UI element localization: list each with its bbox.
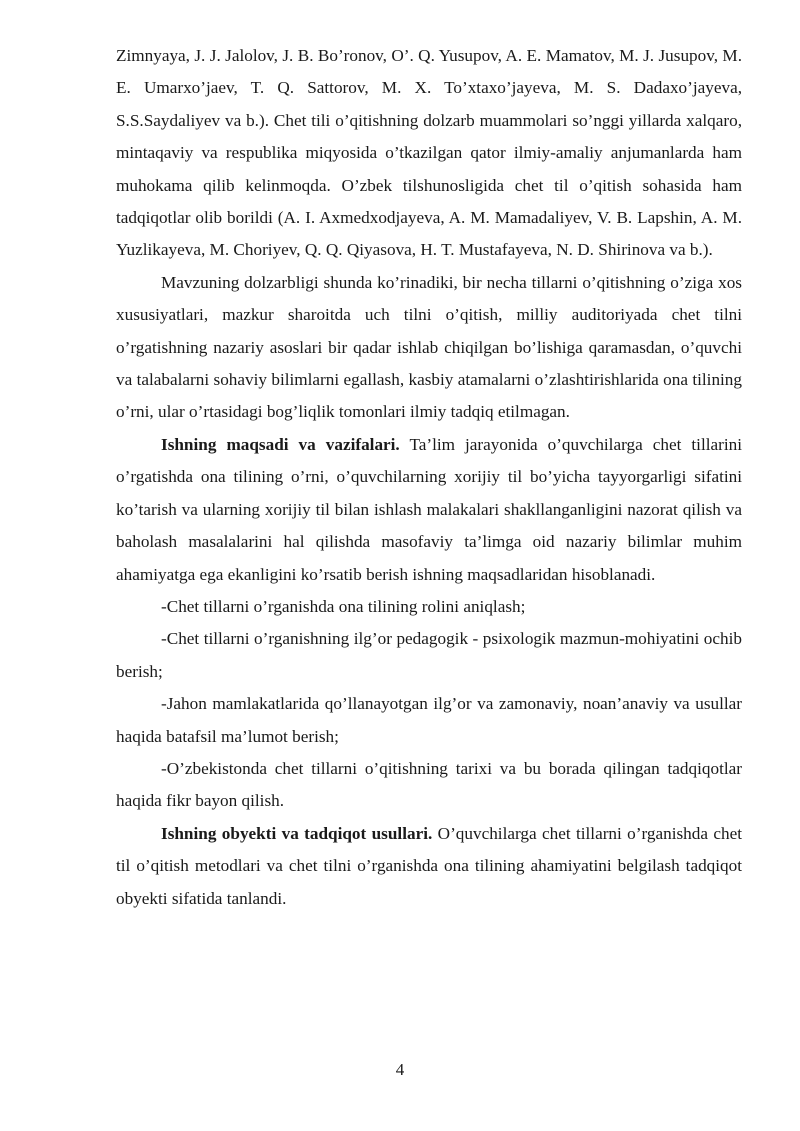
paragraph-goals [116, 429, 742, 591]
list-item-task-2 [116, 623, 742, 688]
list-item-task-1 [116, 591, 742, 623]
paragraph-text: -Chet tillarni o’rganishda ona tilining rolini aniqlash; [161, 596, 526, 616]
paragraph-object-methods [116, 818, 742, 915]
page-number: 4 [395, 1060, 405, 1079]
paragraph-text: -O’zbekistonda chet tillarni o’qitishning tarixi va bu borada qilingan tadqiqotlar haqida fikr bayon qilish. [116, 758, 742, 811]
paragraph-text: -Chet tillarni o’rganishning ilg’or pedagogik - psixologik mazmun-mohiyatini ochib berish; [116, 629, 742, 681]
paragraph-text: Mavzuning dolzarbligi shunda ko’rinadiki, bir necha tillarni o’qitishning o’ziga xos xususiyatlari, mazkur sharoitda uch tilni o’qitish, milliy auditoriyada chet tilni o’rgatishning nazariy asoslari bir qadar ishlab chiqilgan bo’lishiga qaramasdan, o’quvchi va talabalarni sohaviy bilimlarni egallash, kasbiy atamalarni o’zlashtirishlarida ona tilining o’rni, ular o’rtasidagi bog’liqlik tomonlari ilmiy tadqiq etilmagan. [116, 272, 742, 422]
paragraph-references-continued [116, 40, 742, 267]
paragraph-relevance [116, 267, 742, 429]
paragraph-text: O’quvchilarga chet tillarni o’rganishda chet til o’qitish metodlari va chet tilni o’rganishda ona tilining ahamiyatini belgilash tadqiqot obyekti sifatida tanlandi. [116, 823, 743, 908]
section-heading-goals: Ishning maqsadi va vazifalari. [161, 434, 400, 454]
document-body [116, 40, 742, 915]
list-item-task-4 [116, 753, 742, 818]
paragraph-text: Ta’lim jarayonida o’quvchilarga chet tillarini o’rgatishda ona tilining o’rni, o’quvchilarning xorijiy til bo’yicha tayyorgarligi sifatini ko’tarish va ularning xorijiy til bilan ishlash malakalari shakllanganligini nazorat qilish va baholash masalalarini hal qilishda masofaviy ta’limga oid nazariy bilimlar muhim ahamiyatga ega ekanligini ko’rsatib berish ishning maqsadlaridan hisoblanadi. [116, 434, 742, 584]
section-heading-object: Ishning obyekti va tadqiqot usullari. [161, 823, 433, 843]
list-item-task-3 [116, 688, 742, 753]
paragraph-text: -Jahon mamlakatlarida qo’llanayotgan ilg’or va zamonaviy, noan’anaviy va usullar haqida batafsil ma’lumot berish; [116, 694, 742, 746]
paragraph-text: Zimnyaya, J. J. Jalolov, J. B. Bo’ronov, O’. Q. Yusupov, A. E. Mamatov, M. J. Jusupov, M. E. Umarxo’jaev, T. Q. Sattorov, M. X. To’xtaxo’jayeva, M. S. Dadaxo’jayeva, S.S.Saydaliyev va b.). Chet tili o’qitishning dolzarb muammolari so’nggi yillarda xalqaro, mintaqaviy va respublika miqyosida o’tkazilgan qator ilmiy-amaliy anjumanlarda ham muhokama qilib kelinmoqda. O’zbek tilshunosligida chet til o’qitish sohasida ham tadqiqotlar olib borildi (A. I. Axmedxodjayeva, A. M. Mamadaliyev, V. B. Lapshin, A. M. Yuzlikayeva, M. Choriyev, Q. Q. Qiyasova, H. T. Mustafayeva, N. D. Shirinova va b.). [116, 46, 742, 260]
